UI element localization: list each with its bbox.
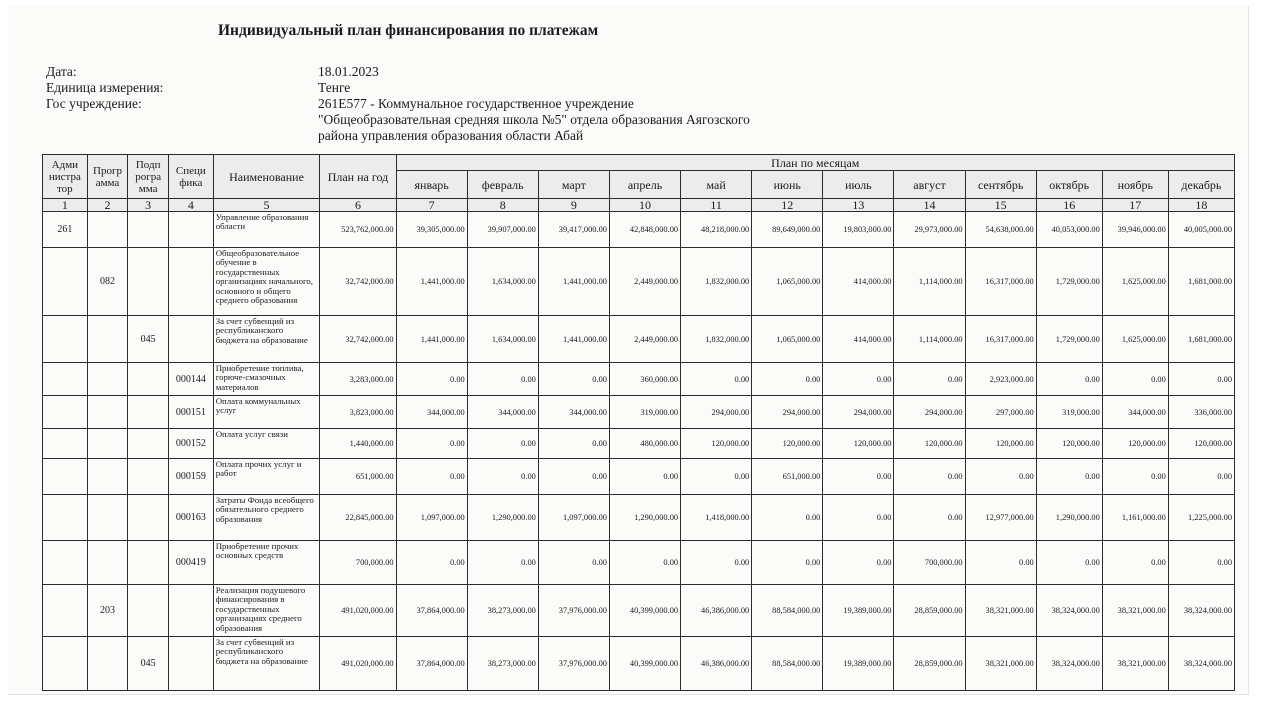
cell-month-value: 38,324,000.00	[1168, 585, 1234, 637]
cell-plan-year: 3,823,000.00	[320, 396, 396, 429]
cell-month-value: 120,000.00	[823, 429, 894, 459]
cell-month-value: 294,000.00	[752, 396, 823, 429]
cell-month-value: 1,290,000.00	[1036, 495, 1102, 541]
cell-plan-year: 700,000.00	[320, 541, 396, 585]
cell-plan-year: 22,845,000.00	[320, 495, 396, 541]
column-number: 6	[320, 199, 396, 212]
column-number: 4	[168, 199, 213, 212]
cell-program	[87, 541, 128, 585]
cell-month-value: 38,273,000.00	[467, 637, 538, 691]
table-row	[43, 541, 1235, 585]
cell-program	[87, 429, 128, 459]
cell-admin	[43, 495, 88, 541]
info-labels	[46, 64, 163, 112]
table-row	[43, 459, 1235, 495]
cell-month-value: 1,065,000.00	[752, 248, 823, 316]
cell-month-value: 0.00	[1168, 363, 1234, 396]
cell-month-value: 651,000.00	[752, 459, 823, 495]
cell-month-value: 1,097,000.00	[538, 495, 609, 541]
cell-month-value: 0.00	[823, 363, 894, 396]
table-row	[43, 212, 1235, 248]
cell-month-value: 294,000.00	[823, 396, 894, 429]
cell-month-value: 39,946,000.00	[1102, 212, 1168, 248]
header-name: Наименование	[213, 155, 320, 199]
cell-specific	[168, 637, 213, 691]
cell-month-value: 344,000.00	[396, 396, 467, 429]
cell-month-value: 0.00	[1102, 541, 1168, 585]
institution-value-line3: района управления образования области Абай	[318, 128, 584, 143]
cell-month-value: 0.00	[609, 541, 680, 585]
cell-month-value: 2,449,000.00	[609, 316, 680, 363]
table-row	[43, 363, 1235, 396]
cell-month-value: 2,923,000.00	[965, 363, 1036, 396]
cell-month-value: 120,000.00	[752, 429, 823, 459]
cell-month-value: 1,065,000.00	[752, 316, 823, 363]
financing-plan-table	[42, 154, 1235, 691]
unit-value: Тенге	[318, 80, 351, 95]
cell-admin: 261	[43, 212, 88, 248]
cell-month-value: 1,161,000.00	[1102, 495, 1168, 541]
cell-month-value: 40,053,000.00	[1036, 212, 1102, 248]
table-row	[43, 637, 1235, 691]
cell-month-value: 120,000.00	[1168, 429, 1234, 459]
cell-month-value: 120,000.00	[965, 429, 1036, 459]
cell-admin	[43, 459, 88, 495]
date-label: Дата:	[46, 64, 77, 79]
cell-month-value: 39,417,000.00	[538, 212, 609, 248]
cell-month-value: 0.00	[1036, 459, 1102, 495]
table-row	[43, 585, 1235, 637]
cell-month-value: 37,864,000.00	[396, 585, 467, 637]
cell-month-value: 336,000.00	[1168, 396, 1234, 429]
cell-month-value: 0.00	[681, 541, 752, 585]
cell-subprogram	[128, 495, 169, 541]
column-number: 7	[396, 199, 467, 212]
cell-month-value: 28,859,000.00	[894, 637, 965, 691]
cell-program	[87, 363, 128, 396]
cell-month-value: 1,729,000.00	[1036, 316, 1102, 363]
cell-month-value: 16,317,000.00	[965, 248, 1036, 316]
cell-name: Затраты Фонда всеобщего обязательного среднего образования	[213, 495, 320, 541]
cell-month-value: 0.00	[396, 363, 467, 396]
cell-plan-year: 491,020,000.00	[320, 637, 396, 691]
cell-specific: 000159	[168, 459, 213, 495]
cell-month-value: 120,000.00	[894, 429, 965, 459]
cell-month-value: 0.00	[538, 429, 609, 459]
column-number: 12	[752, 199, 823, 212]
cell-name: Приобретение прочих основных средств	[213, 541, 320, 585]
column-number: 2	[87, 199, 128, 212]
cell-month-value: 28,859,000.00	[894, 585, 965, 637]
cell-plan-year: 1,440,000.00	[320, 429, 396, 459]
cell-admin	[43, 541, 88, 585]
institution-value-line2: "Общеобразовательная средняя школа №5" отдела образования Аягозского	[318, 112, 750, 127]
header-month: июль	[823, 171, 894, 199]
cell-specific	[168, 316, 213, 363]
document-sheet	[8, 6, 1249, 695]
cell-month-value: 19,389,000.00	[823, 585, 894, 637]
cell-month-value: 88,584,000.00	[752, 585, 823, 637]
cell-plan-year: 32,742,000.00	[320, 248, 396, 316]
cell-month-value: 700,000.00	[894, 541, 965, 585]
cell-month-value: 40,005,000.00	[1168, 212, 1234, 248]
cell-plan-year: 3,283,000.00	[320, 363, 396, 396]
cell-month-value: 1,625,000.00	[1102, 248, 1168, 316]
header-specific: Специ фика	[168, 155, 213, 199]
column-number: 1	[43, 199, 88, 212]
cell-subprogram: 045	[128, 316, 169, 363]
cell-month-value: 29,973,000.00	[894, 212, 965, 248]
cell-month-value: 0.00	[1102, 363, 1168, 396]
cell-subprogram: 045	[128, 637, 169, 691]
cell-program	[87, 637, 128, 691]
cell-month-value: 1,290,000.00	[609, 495, 680, 541]
column-number: 13	[823, 199, 894, 212]
cell-subprogram	[128, 541, 169, 585]
header-admin: Адми нистра тор	[43, 155, 88, 199]
header-month: июнь	[752, 171, 823, 199]
cell-month-value: 40,399,000.00	[609, 585, 680, 637]
cell-month-value: 12,977,000.00	[965, 495, 1036, 541]
cell-month-value: 40,399,000.00	[609, 637, 680, 691]
cell-month-value: 1,634,000.00	[467, 248, 538, 316]
column-number: 14	[894, 199, 965, 212]
cell-month-value: 0.00	[965, 459, 1036, 495]
cell-admin	[43, 248, 88, 316]
header-month: апрель	[609, 171, 680, 199]
cell-specific: 000163	[168, 495, 213, 541]
cell-month-value: 54,638,000.00	[965, 212, 1036, 248]
cell-specific	[168, 585, 213, 637]
cell-month-value: 1,114,000.00	[894, 316, 965, 363]
cell-month-value: 0.00	[538, 363, 609, 396]
cell-month-value: 0.00	[823, 459, 894, 495]
cell-month-value: 294,000.00	[681, 396, 752, 429]
cell-month-value: 0.00	[681, 363, 752, 396]
cell-month-value: 38,321,000.00	[965, 585, 1036, 637]
cell-month-value: 46,386,000.00	[681, 637, 752, 691]
cell-program	[87, 396, 128, 429]
cell-month-value: 0.00	[894, 363, 965, 396]
column-number: 17	[1102, 199, 1168, 212]
header-plan-year: План на год	[320, 155, 396, 199]
cell-specific: 000151	[168, 396, 213, 429]
cell-month-value: 38,324,000.00	[1168, 637, 1234, 691]
cell-subprogram	[128, 459, 169, 495]
cell-month-value: 46,386,000.00	[681, 585, 752, 637]
cell-month-value: 0.00	[752, 495, 823, 541]
cell-month-value: 1,097,000.00	[396, 495, 467, 541]
header-month: ноябрь	[1102, 171, 1168, 199]
cell-month-value: 0.00	[467, 459, 538, 495]
cell-name: Реализация подушевого финансирования в государственных организациях среднего образования	[213, 585, 320, 637]
cell-month-value: 344,000.00	[538, 396, 609, 429]
cell-month-value: 42,848,000.00	[609, 212, 680, 248]
cell-month-value: 2,449,000.00	[609, 248, 680, 316]
cell-month-value: 0.00	[752, 541, 823, 585]
cell-name: За счет субвенций из республиканского бюджета на образование	[213, 316, 320, 363]
cell-subprogram	[128, 396, 169, 429]
column-number: 18	[1168, 199, 1234, 212]
cell-program	[87, 212, 128, 248]
institution-label: Гос учреждение:	[46, 96, 142, 111]
cell-month-value: 294,000.00	[894, 396, 965, 429]
cell-month-value: 0.00	[681, 459, 752, 495]
cell-month-value: 414,000.00	[823, 316, 894, 363]
header-month: май	[681, 171, 752, 199]
cell-program: 203	[87, 585, 128, 637]
cell-name: Оплата коммунальных услуг	[213, 396, 320, 429]
cell-month-value: 0.00	[396, 429, 467, 459]
cell-name: За счет субвенций из республиканского бюджета на образование	[213, 637, 320, 691]
cell-plan-year: 523,762,000.00	[320, 212, 396, 248]
cell-month-value: 0.00	[1168, 459, 1234, 495]
header-month: январь	[396, 171, 467, 199]
column-number: 9	[538, 199, 609, 212]
table-row	[43, 495, 1235, 541]
cell-month-value: 1,625,000.00	[1102, 316, 1168, 363]
cell-month-value: 38,324,000.00	[1036, 637, 1102, 691]
cell-month-value: 319,000.00	[609, 396, 680, 429]
cell-month-value: 38,324,000.00	[1036, 585, 1102, 637]
column-number: 11	[681, 199, 752, 212]
column-number: 10	[609, 199, 680, 212]
cell-month-value: 19,803,000.00	[823, 212, 894, 248]
cell-name: Оплата услуг связи	[213, 429, 320, 459]
cell-month-value: 120,000.00	[681, 429, 752, 459]
column-number: 16	[1036, 199, 1102, 212]
cell-month-value: 38,321,000.00	[1102, 585, 1168, 637]
cell-month-value: 120,000.00	[1036, 429, 1102, 459]
cell-subprogram	[128, 363, 169, 396]
cell-month-value: 37,976,000.00	[538, 637, 609, 691]
cell-plan-year: 651,000.00	[320, 459, 396, 495]
institution-value-line1: 261E577 - Коммунальное государственное учреждение	[318, 96, 634, 111]
cell-subprogram	[128, 212, 169, 248]
cell-month-value: 38,273,000.00	[467, 585, 538, 637]
header-month: октябрь	[1036, 171, 1102, 199]
cell-month-value: 344,000.00	[467, 396, 538, 429]
cell-month-value: 0.00	[396, 541, 467, 585]
cell-month-value: 0.00	[1102, 459, 1168, 495]
cell-specific	[168, 248, 213, 316]
cell-month-value: 120,000.00	[1102, 429, 1168, 459]
cell-month-value: 297,000.00	[965, 396, 1036, 429]
cell-month-value: 1,441,000.00	[538, 248, 609, 316]
cell-month-value: 1,681,000.00	[1168, 316, 1234, 363]
cell-program	[87, 495, 128, 541]
cell-month-value: 1,441,000.00	[396, 248, 467, 316]
cell-month-value: 0.00	[894, 495, 965, 541]
cell-month-value: 0.00	[894, 459, 965, 495]
cell-month-value: 414,000.00	[823, 248, 894, 316]
cell-specific: 000144	[168, 363, 213, 396]
cell-month-value: 0.00	[1168, 541, 1234, 585]
cell-subprogram	[128, 248, 169, 316]
header-plan-by-months: План по месяцам	[396, 155, 1234, 171]
date-value: 18.01.2023	[318, 64, 379, 79]
document-title: Индивидуальный план финансирования по платежам	[218, 22, 599, 39]
cell-month-value: 0.00	[823, 541, 894, 585]
cell-admin	[43, 637, 88, 691]
cell-month-value: 1,832,000.00	[681, 248, 752, 316]
cell-month-value: 39,907,000.00	[467, 212, 538, 248]
cell-month-value: 89,649,000.00	[752, 212, 823, 248]
header-month: март	[538, 171, 609, 199]
cell-month-value: 319,000.00	[1036, 396, 1102, 429]
cell-month-value: 16,317,000.00	[965, 316, 1036, 363]
cell-month-value: 19,389,000.00	[823, 637, 894, 691]
cell-month-value: 0.00	[538, 459, 609, 495]
cell-plan-year: 491,020,000.00	[320, 585, 396, 637]
cell-month-value: 0.00	[467, 541, 538, 585]
cell-month-value: 480,000.00	[609, 429, 680, 459]
header-month: август	[894, 171, 965, 199]
cell-month-value: 0.00	[752, 363, 823, 396]
cell-month-value: 0.00	[467, 363, 538, 396]
header-month: декабрь	[1168, 171, 1234, 199]
cell-admin	[43, 429, 88, 459]
cell-month-value: 48,218,000.00	[681, 212, 752, 248]
header-month: февраль	[467, 171, 538, 199]
cell-month-value: 39,305,000.00	[396, 212, 467, 248]
cell-name: Приобретение топлива, горюче-смазочных материалов	[213, 363, 320, 396]
cell-name: Общеобразовательное обучение в государственных организациях начального, основного и общего среднего образования	[213, 248, 320, 316]
cell-admin	[43, 363, 88, 396]
cell-month-value: 0.00	[467, 429, 538, 459]
column-number: 5	[213, 199, 320, 212]
cell-admin	[43, 585, 88, 637]
cell-month-value: 88,584,000.00	[752, 637, 823, 691]
table-row	[43, 248, 1235, 316]
cell-admin	[43, 396, 88, 429]
header-subprogram: Подп рогра мма	[128, 155, 169, 199]
cell-specific: 000419	[168, 541, 213, 585]
cell-month-value: 1,441,000.00	[538, 316, 609, 363]
table-row	[43, 429, 1235, 459]
column-number: 15	[965, 199, 1036, 212]
cell-month-value: 0.00	[823, 495, 894, 541]
table-row	[43, 396, 1235, 429]
cell-program	[87, 459, 128, 495]
info-values	[318, 64, 818, 144]
cell-subprogram	[128, 585, 169, 637]
cell-month-value: 360,000.00	[609, 363, 680, 396]
cell-month-value: 1,290,000.00	[467, 495, 538, 541]
column-number: 8	[467, 199, 538, 212]
cell-month-value: 1,441,000.00	[396, 316, 467, 363]
cell-specific: 000152	[168, 429, 213, 459]
unit-label: Единица измерения:	[46, 80, 164, 95]
cell-month-value: 0.00	[1036, 541, 1102, 585]
cell-name: Управление образования области	[213, 212, 320, 248]
cell-program: 082	[87, 248, 128, 316]
cell-admin	[43, 316, 88, 363]
cell-month-value: 0.00	[1036, 363, 1102, 396]
cell-month-value: 38,321,000.00	[1102, 637, 1168, 691]
cell-month-value: 0.00	[609, 459, 680, 495]
column-number: 3	[128, 199, 169, 212]
cell-month-value: 344,000.00	[1102, 396, 1168, 429]
cell-month-value: 37,976,000.00	[538, 585, 609, 637]
cell-month-value: 38,321,000.00	[965, 637, 1036, 691]
cell-month-value: 1,114,000.00	[894, 248, 965, 316]
cell-month-value: 1,681,000.00	[1168, 248, 1234, 316]
cell-month-value: 1,225,000.00	[1168, 495, 1234, 541]
cell-month-value: 37,864,000.00	[396, 637, 467, 691]
cell-name: Оплата прочих услуг и работ	[213, 459, 320, 495]
cell-specific	[168, 212, 213, 248]
cell-month-value: 1,729,000.00	[1036, 248, 1102, 316]
cell-month-value: 0.00	[538, 541, 609, 585]
cell-program	[87, 316, 128, 363]
cell-month-value: 0.00	[396, 459, 467, 495]
table-row	[43, 316, 1235, 363]
cell-month-value: 1,418,000.00	[681, 495, 752, 541]
cell-plan-year: 32,742,000.00	[320, 316, 396, 363]
cell-month-value: 0.00	[965, 541, 1036, 585]
cell-month-value: 1,832,000.00	[681, 316, 752, 363]
header-program: Прогр амма	[87, 155, 128, 199]
header-month: сентябрь	[965, 171, 1036, 199]
cell-subprogram	[128, 429, 169, 459]
cell-month-value: 1,634,000.00	[467, 316, 538, 363]
